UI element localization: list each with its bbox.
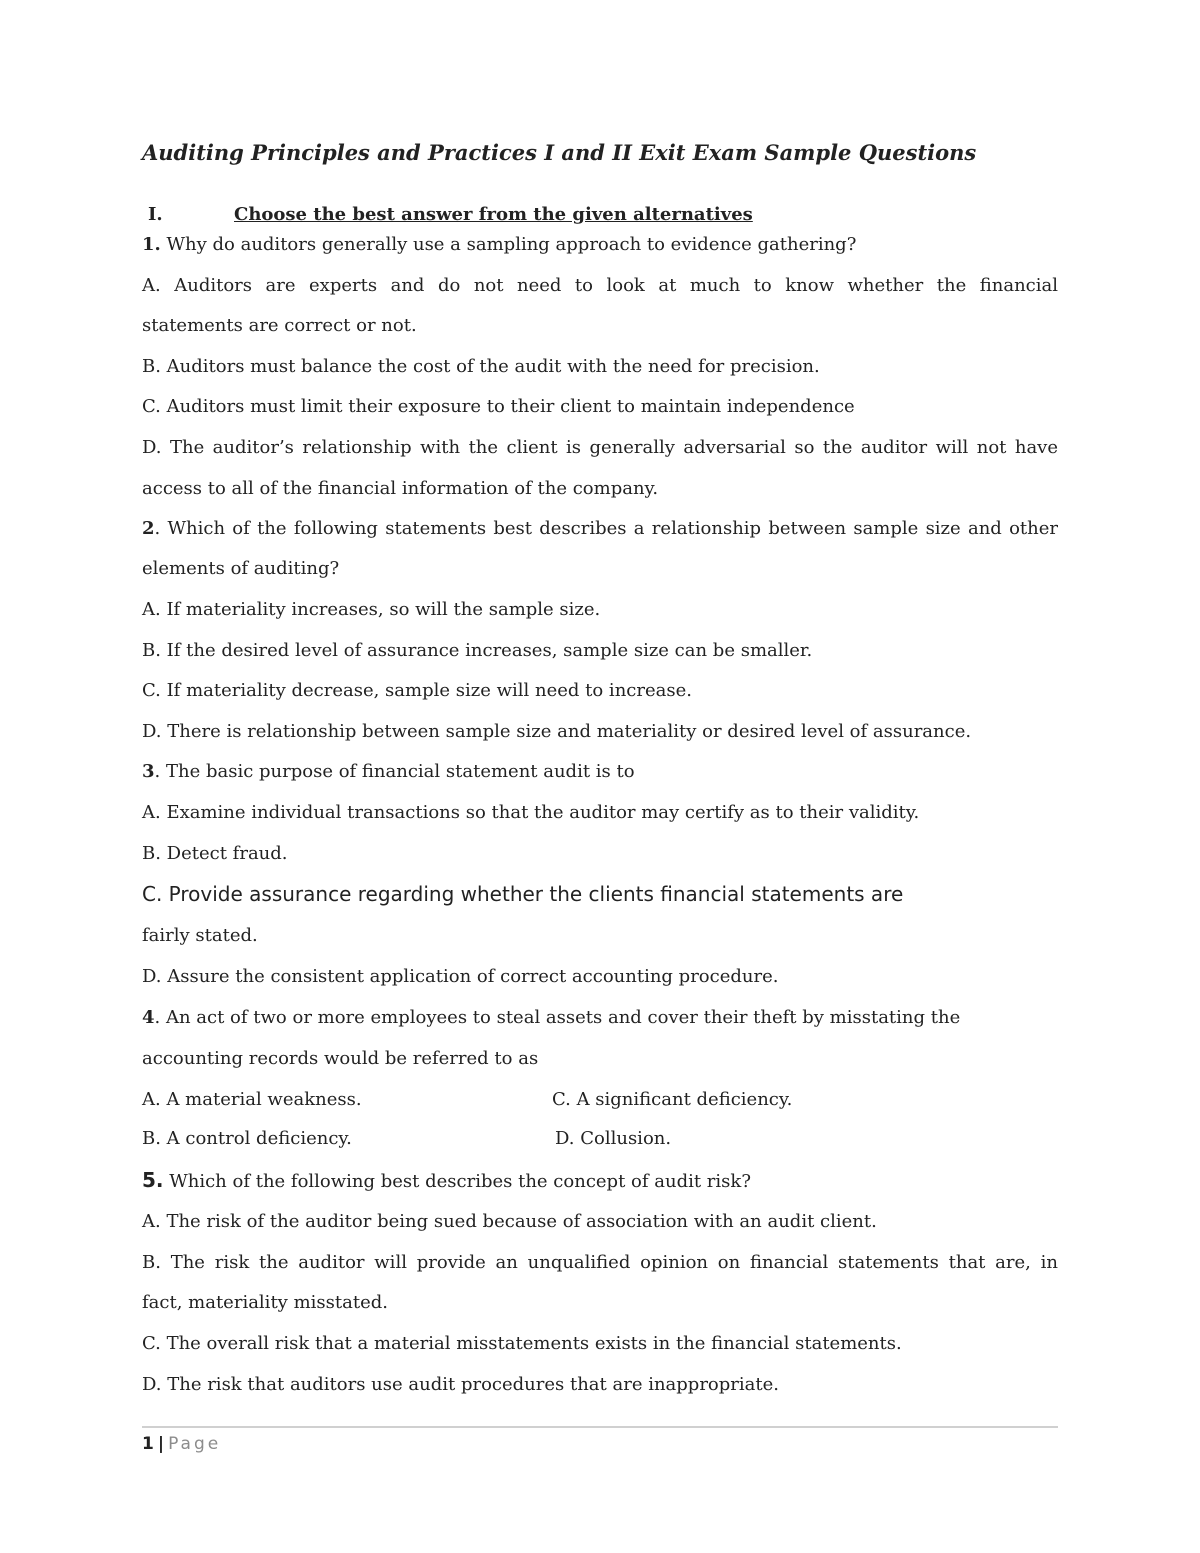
section-heading: [148, 204, 753, 225]
footer-separator: |: [157, 1434, 165, 1454]
question-2-stem: [142, 517, 1058, 541]
question-1-option-a-cont: statements are correct or not.: [142, 315, 417, 336]
question-4-option-b: B. A control deficiency.: [142, 1128, 352, 1149]
question-2-stem-cont: elements of auditing?: [142, 558, 340, 579]
page-label: Page: [168, 1434, 222, 1454]
section-instruction: Choose the best answer from the given alternatives: [234, 204, 753, 225]
page-footer: [142, 1434, 221, 1454]
question-1-option-d-cont: access to all of the financial information of the company.: [142, 478, 659, 499]
question-5-number: 5.: [142, 1168, 164, 1192]
question-4-option-d: D. Collusion.: [555, 1128, 672, 1149]
question-3-option-c: C. Provide assurance regarding whether the clients financial statements are: [142, 882, 904, 906]
question-4-stem-cont: accounting records would be referred to as: [142, 1048, 539, 1069]
question-5-option-b: B. The risk the auditor will provide an unqualified opinion on financial statements that are, in: [142, 1252, 1058, 1273]
question-2-option-d: D. There is relationship between sample size and materiality or desired level of assurance.: [142, 721, 972, 742]
page-number: 1: [142, 1434, 154, 1454]
question-2-option-b: B. If the desired level of assurance increases, sample size can be smaller.: [142, 640, 813, 661]
question-1-option-b: B. Auditors must balance the cost of the audit with the need for precision.: [142, 356, 820, 377]
question-5-text: Which of the following best describes the concept of audit risk?: [163, 1171, 751, 1192]
question-5-option-c: C. The overall risk that a material misstatements exists in the financial statements.: [142, 1333, 902, 1354]
question-2-number: 2: [142, 518, 155, 539]
question-1-option-c: C. Auditors must limit their exposure to their client to maintain independence: [142, 396, 855, 417]
question-4-text: . An act of two or more employees to steal assets and cover their theft by misstating the: [154, 1007, 961, 1028]
footer-divider: [142, 1426, 1058, 1428]
question-4-number: 4: [142, 1007, 155, 1028]
question-4-option-a: A. A material weakness.: [142, 1089, 362, 1110]
question-2-option-a: A. If materiality increases, so will the sample size.: [142, 599, 601, 620]
question-5-option-a: A. The risk of the auditor being sued because of association with an audit client.: [142, 1211, 877, 1232]
question-3-text: . The basic purpose of financial statement audit is to: [154, 761, 635, 782]
question-5-stem: [142, 1168, 751, 1194]
question-2-text: . Which of the following statements best describes a relationship between sample size and other: [154, 518, 1058, 539]
question-3-option-b: B. Detect fraud.: [142, 843, 288, 864]
section-number: I.: [148, 204, 163, 225]
question-4-option-c: C. A significant deficiency.: [552, 1089, 793, 1110]
question-1-text: Why do auditors generally use a sampling approach to evidence gathering?: [160, 234, 857, 255]
question-3-option-c-cont: fairly stated.: [142, 925, 258, 946]
question-1-option-a: A. Auditors are experts and do not need to look at much to know whether the financial: [142, 275, 1058, 296]
question-1-stem: [142, 233, 856, 257]
question-3-stem: [142, 760, 635, 784]
question-2-option-c: C. If materiality decrease, sample size will need to increase.: [142, 680, 692, 701]
question-3-option-d: D. Assure the consistent application of correct accounting procedure.: [142, 966, 779, 987]
question-3-number: 3: [142, 761, 155, 782]
question-1-number: 1.: [142, 234, 161, 255]
question-3-option-a: A. Examine individual transactions so that the auditor may certify as to their validity.: [142, 802, 920, 823]
page-title: Auditing Principles and Practices I and II Exit Exam Sample Questions: [142, 140, 977, 165]
question-5-option-b-cont: fact, materiality misstated.: [142, 1292, 388, 1313]
question-5-option-d: D. The risk that auditors use audit procedures that are inappropriate.: [142, 1374, 779, 1395]
question-1-option-d: D. The auditor’s relationship with the client is generally adversarial so the auditor will not have: [142, 437, 1058, 458]
question-4-stem: [142, 1006, 960, 1030]
